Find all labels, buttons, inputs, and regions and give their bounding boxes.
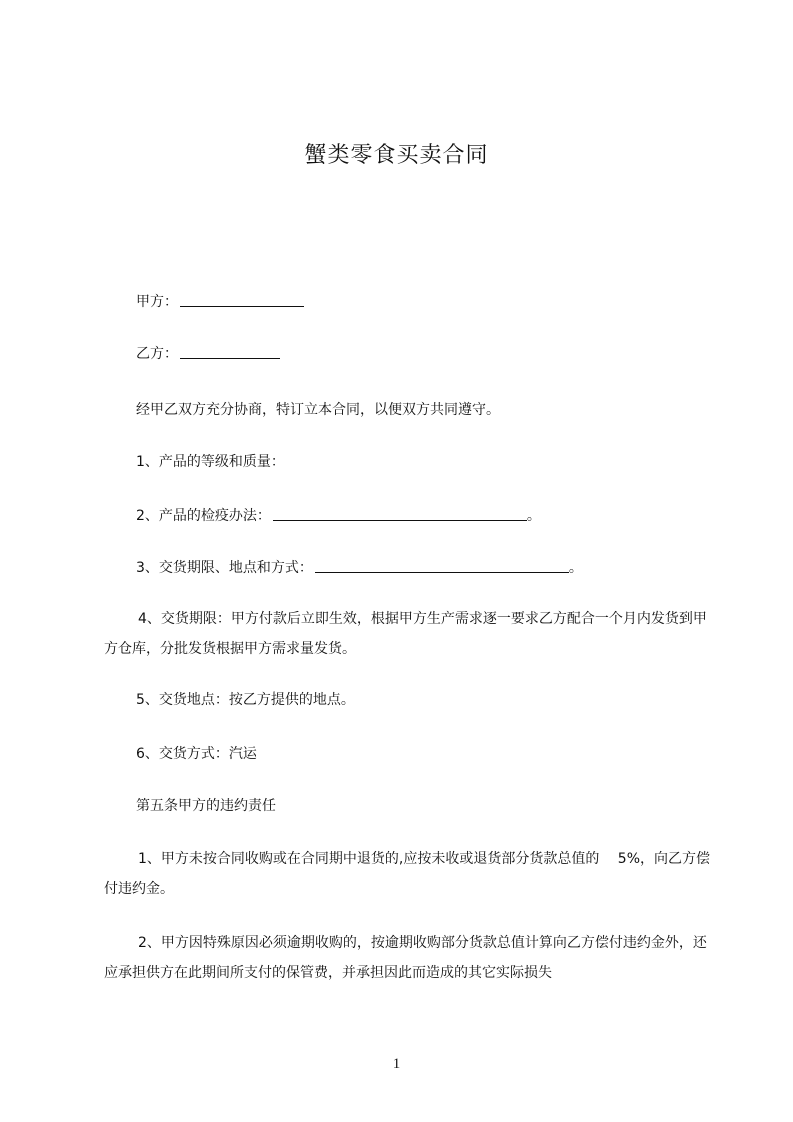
article-5-clause-2: 2、甲方因特殊原因必须逾期收购的，按逾期收购部分货款总值计算向乙方偿付违约金外，还应承担供方在此期间所支付的保管费，并承担因此而造成的其它实际损失	[104, 935, 707, 981]
clause-item-3	[136, 558, 583, 578]
article-5-heading: 第五条甲方的违约责任	[136, 798, 276, 814]
document-title: 蟹类零食买卖合同	[304, 143, 489, 168]
article-5-clause-1: 1、甲方未按合同收购或在合同期中退货的,应按未收或退货部分货款总值的 5%，向乙方偿付违约金。	[104, 851, 711, 897]
clause-item-3-end: 。	[568, 560, 583, 576]
clause-item-5: 5、交货地点：按乙方提供的地点。	[136, 692, 355, 708]
party-b-blank	[180, 344, 280, 359]
clause-item-3-label: 3、交货期限、地点和方式：	[136, 560, 313, 576]
clause-item-2-end: 。	[526, 508, 541, 524]
clause-item-2-label: 2、产品的检疫办法：	[136, 508, 271, 524]
party-a-label: 甲方：	[136, 294, 178, 310]
party-b-line	[136, 344, 280, 364]
party-a-line	[136, 292, 304, 312]
delivery-terms-blank	[315, 558, 569, 573]
clause-item-4: 4、交货期限：甲方付款后立即生效，根据甲方生产需求逐一要求乙方配合一个月内发货到甲方仓库，分批发货根据甲方需求量发货。	[104, 611, 707, 657]
clause-item-2	[136, 506, 541, 526]
quarantine-method-blank	[273, 506, 527, 521]
party-a-blank	[180, 292, 304, 307]
intro-text: 经甲乙双方充分协商，特订立本合同，以便双方共同遵守。	[136, 402, 500, 418]
clause-item-6: 6、交货方式：汽运	[136, 746, 257, 762]
clause-item-1: 1、产品的等级和质量：	[136, 454, 285, 470]
page-number: 1	[392, 1056, 401, 1072]
party-b-label: 乙方：	[136, 346, 178, 362]
